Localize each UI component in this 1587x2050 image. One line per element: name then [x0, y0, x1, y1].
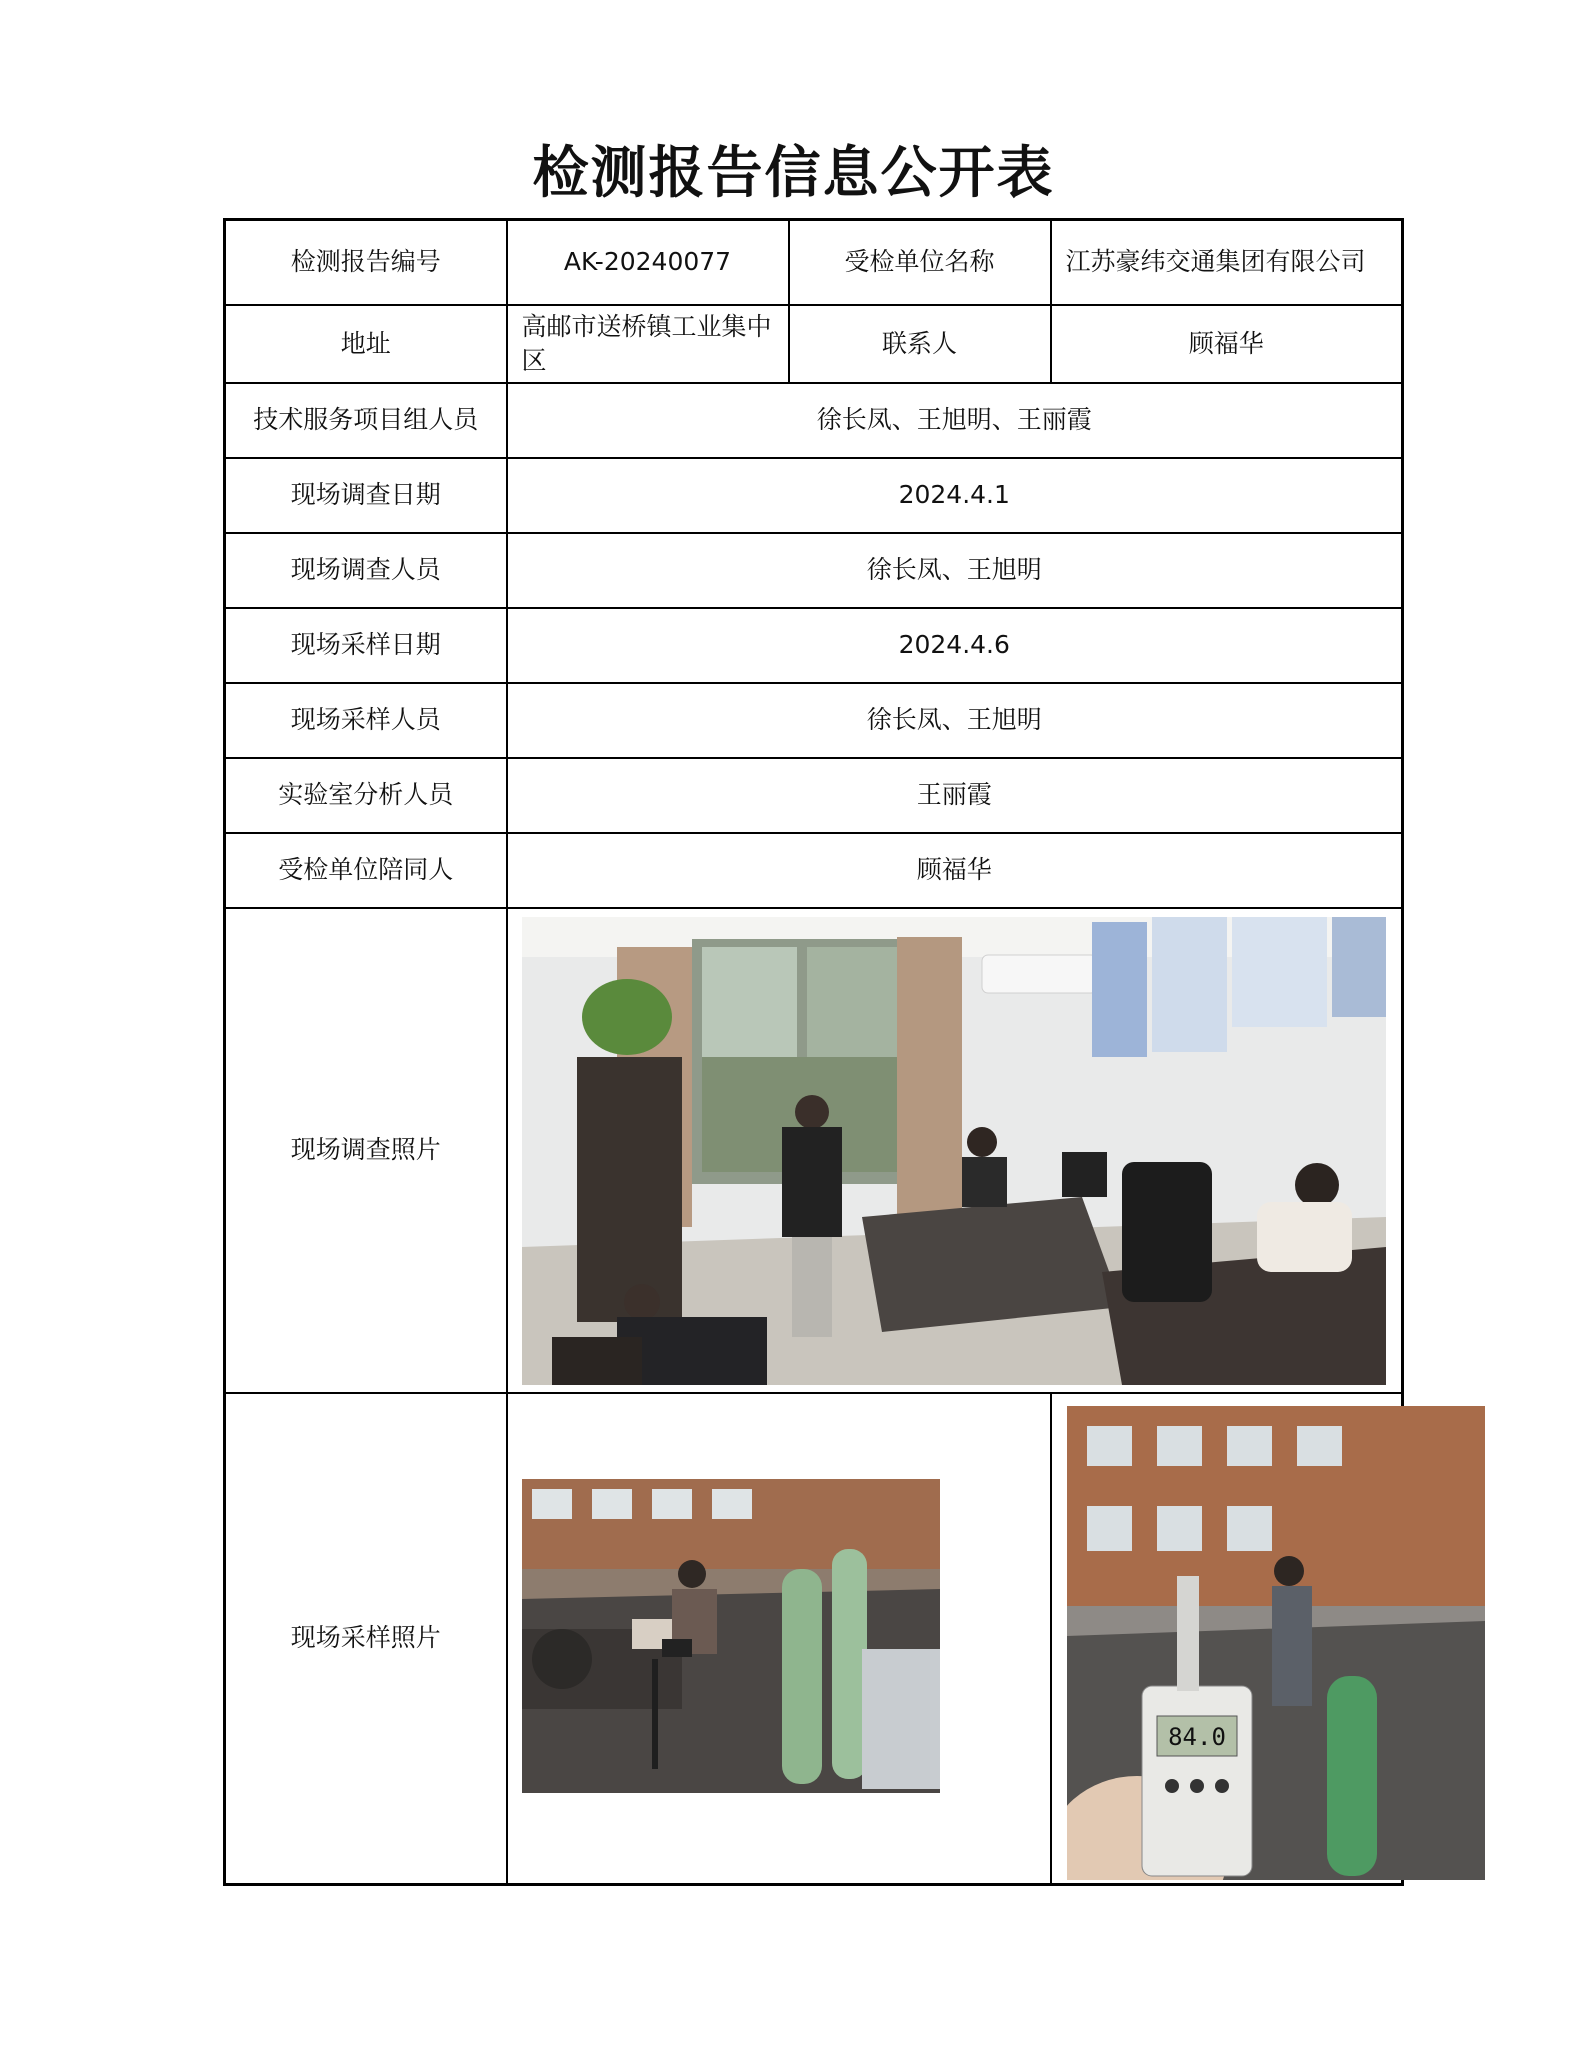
sampling-date-value: 2024.4.6 [507, 608, 1403, 683]
sampling-staff-label: 现场采样人员 [225, 683, 507, 758]
table-row [225, 383, 1403, 458]
table-row [225, 758, 1403, 833]
report-table [223, 218, 1404, 1886]
address-value: 高邮市送桥镇工业集中区 [507, 305, 789, 383]
survey-staff-label: 现场调查人员 [225, 533, 507, 608]
table-row [225, 1393, 1403, 1885]
table-row [225, 305, 1403, 383]
escort-value: 顾福华 [507, 833, 1403, 908]
table-row [225, 533, 1403, 608]
report-no-label: 检测报告编号 [225, 220, 507, 305]
table-row [225, 683, 1403, 758]
escort-label: 受检单位陪同人 [225, 833, 507, 908]
page-title: 检测报告信息公开表 [532, 140, 1055, 206]
sampling-photo-cell-1 [507, 1393, 1051, 1885]
table-row [225, 220, 1403, 305]
lab-staff-label: 实验室分析人员 [225, 758, 507, 833]
unit-name-value: 江苏豪纬交通集团有限公司 [1051, 220, 1403, 305]
team-value: 徐长凤、王旭明、王丽霞 [507, 383, 1403, 458]
table-row [225, 908, 1403, 1393]
survey-photo-cell [507, 908, 1403, 1393]
survey-date-label: 现场调查日期 [225, 458, 507, 533]
contact-label: 联系人 [789, 305, 1051, 383]
sampling-photo-welding [522, 1479, 940, 1793]
address-label: 地址 [225, 305, 507, 383]
table-row [225, 458, 1403, 533]
sampling-photo-label: 现场采样照片 [225, 1393, 507, 1885]
lab-staff-value: 王丽霞 [507, 758, 1403, 833]
sampling-photo-cell-2 [1051, 1393, 1403, 1885]
report-no-value: AK-20240077 [507, 220, 789, 305]
survey-staff-value: 徐长凤、王旭明 [507, 533, 1403, 608]
team-label: 技术服务项目组人员 [225, 383, 507, 458]
meter-reading: 84.0 [1167, 1722, 1226, 1751]
contact-value: 顾福华 [1051, 305, 1403, 383]
table-row [225, 608, 1403, 683]
sampling-date-label: 现场采样日期 [225, 608, 507, 683]
table-row [225, 833, 1403, 908]
sampling-staff-value: 徐长凤、王旭明 [507, 683, 1403, 758]
sampling-photo-meter [1067, 1406, 1485, 1880]
survey-photo-label: 现场调查照片 [225, 908, 507, 1393]
unit-name-label: 受检单位名称 [789, 220, 1051, 305]
survey-date-value: 2024.4.1 [507, 458, 1403, 533]
survey-photo [522, 917, 1386, 1385]
